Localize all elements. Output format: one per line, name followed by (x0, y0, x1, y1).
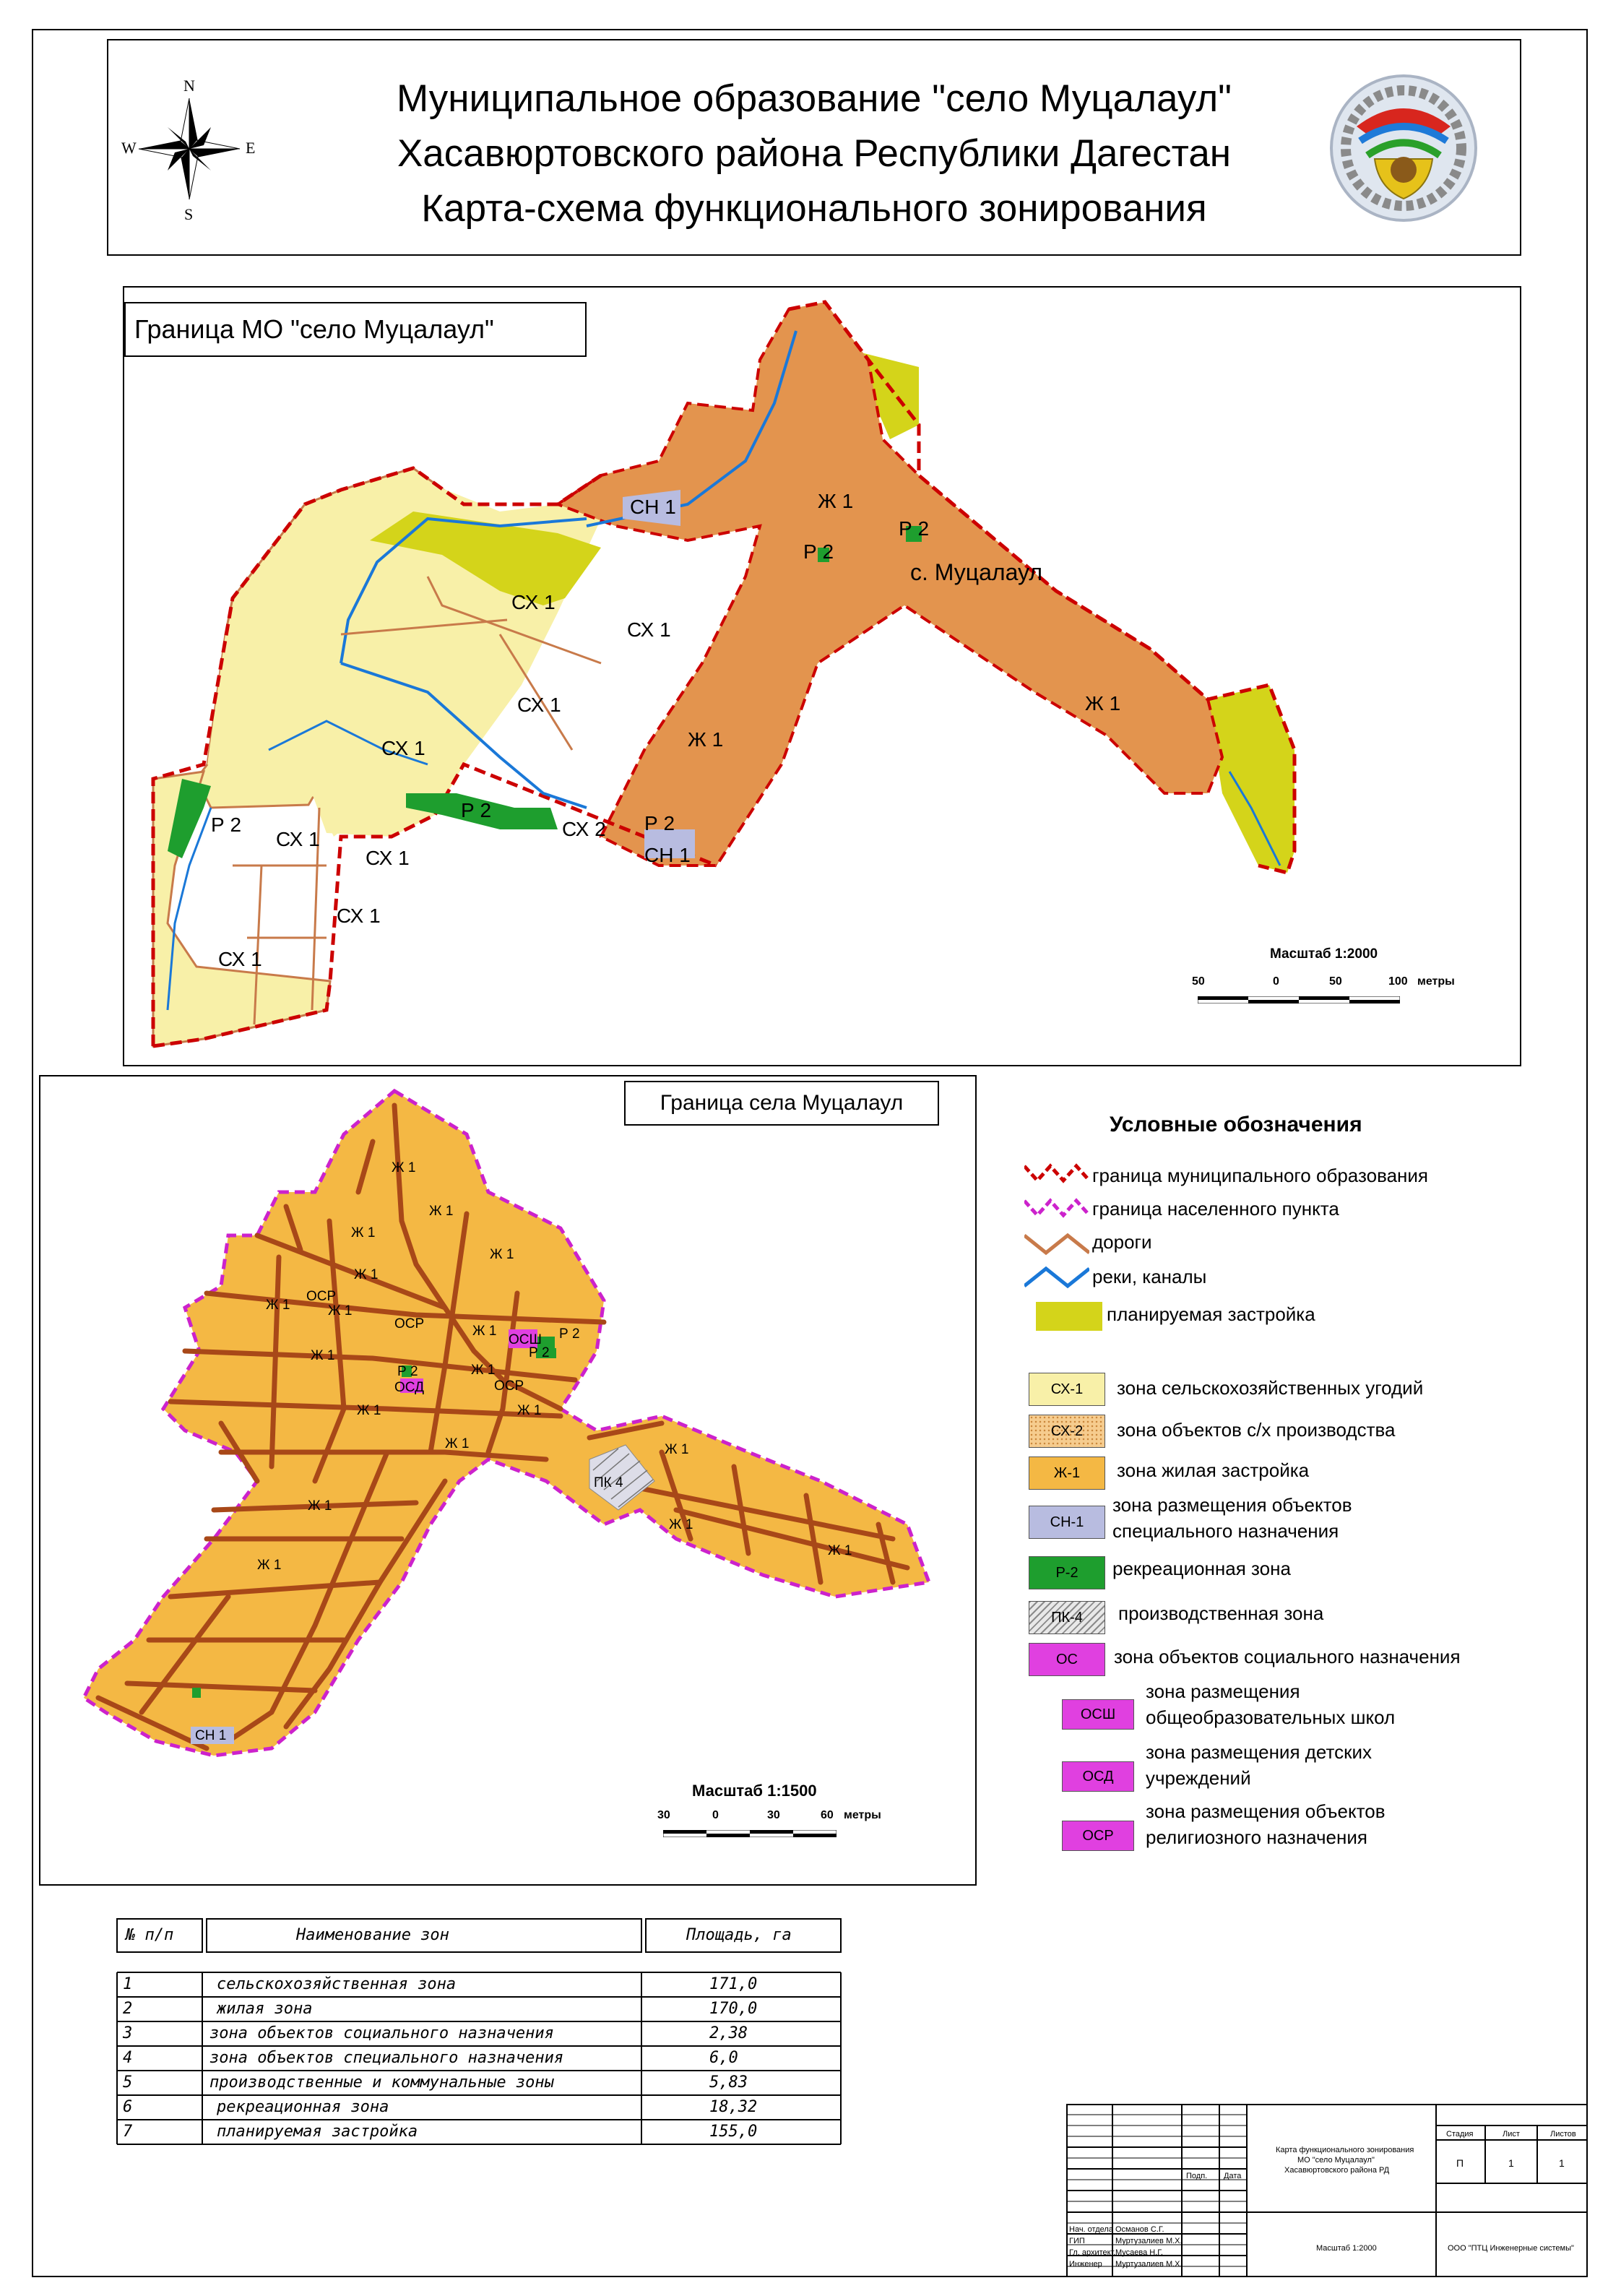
map1-r2-c: Р 2 (644, 812, 675, 834)
legend-line-label-3: реки, каналы (1092, 1266, 1207, 1287)
legend-swatch-osr: ОСР (1062, 1821, 1134, 1851)
map1-scale-bar (1198, 994, 1400, 1001)
legend-line-label-4: планируемая застройка (1107, 1303, 1315, 1325)
area-table-row-2-area: 170,0 (709, 2000, 758, 2018)
legend-zone-label-7-l1: зона размещения (1146, 1680, 1300, 1702)
map2-zh-l: Ж 1 (517, 1403, 542, 1418)
map2-canvas (40, 1076, 978, 1887)
compass-w: W (121, 139, 137, 157)
map2-zh-j: Ж 1 (471, 1363, 496, 1378)
compass-e: E (246, 139, 256, 157)
stamp-sheet: 1 (1508, 2157, 1514, 2169)
legend-swatch-sx1: СХ-1 (1029, 1373, 1105, 1406)
legend-zone-label-3-l2: специального назначения (1112, 1520, 1339, 1542)
stamp-company: ООО "ПТЦ Инженерные системы" (1448, 2244, 1574, 2253)
legend-zone-label-1: зона объектов с/х производства (1117, 1419, 1396, 1441)
legend-zone-prefix-2: зона (1117, 1459, 1162, 1481)
area-table-row-3-name: зона объектов социального назначения (209, 2024, 554, 2042)
map1-r2-a: Р 2 (803, 540, 834, 563)
map1-title-box: Граница МО "село Муцалаул" (124, 302, 587, 357)
area-table-row-4-name: зона объектов специального назначения (209, 2049, 564, 2067)
map2-zh-m: Ж 1 (445, 1436, 470, 1451)
area-table-row-5-name: производственные и коммунальные зоны (209, 2073, 554, 2092)
legend-zone-label-6: зона объектов социального назначения (1114, 1646, 1461, 1667)
map1-scale-unit: метры (1417, 975, 1455, 988)
stamp-person-3-role: Инженер (1069, 2260, 1102, 2269)
map1-sx1-h: СХ 1 (218, 948, 262, 970)
legend-swatch-sn1: СН-1 (1029, 1506, 1105, 1539)
map1-r2-b: Р 2 (899, 517, 930, 540)
stamp-doc-title-l2: МО "село Муцалаул" (1297, 2156, 1375, 2165)
legend-zone-label-2 (1117, 1458, 1309, 1483)
area-table-header-num: № п/п (126, 1926, 174, 1944)
legend-zone-label-9-l2: религиозного назначения (1146, 1826, 1367, 1848)
map2-zh-f: Ж 1 (266, 1298, 290, 1313)
map1-sx1-f: СХ 1 (366, 847, 410, 869)
map2-zh-r: Ж 1 (257, 1558, 282, 1573)
map1-village-label: с. Муцалаул (910, 559, 1042, 585)
area-table-row-7-area: 155,0 (709, 2123, 758, 2141)
map2-scale-tick-0: 30 (657, 1809, 670, 1821)
stamp-person-2-role: Гл. архитект. (1069, 2248, 1116, 2257)
map2-zh-n: Ж 1 (665, 1442, 689, 1457)
map1-sx1-e: СХ 1 (276, 828, 320, 850)
stamp-sheets-header: Листов (1550, 2130, 1576, 2139)
map2-frame (39, 1075, 977, 1886)
compass-s: S (184, 205, 194, 223)
map1-zh1-b: Ж 1 (688, 728, 724, 751)
area-table-row-2-name: жилая зона (217, 2000, 313, 2018)
map2-zh-a: Ж 1 (392, 1160, 416, 1175)
stamp-sheets: 1 (1559, 2157, 1565, 2169)
stamp-person-0-name: Османов С.Г. (1115, 2225, 1164, 2234)
stamp-person-1-name: Муртузалиев М.Х. (1115, 2237, 1183, 2245)
legend-zone-label-9-l1: зона размещения объектов (1146, 1800, 1386, 1822)
map1-sx1-c: СХ 1 (517, 694, 561, 716)
map2-zh-e: Ж 1 (354, 1267, 379, 1282)
map1-scale-title: Масштаб 1:2000 (1270, 946, 1378, 962)
stamp-sign-header: Подп. (1186, 2172, 1208, 2180)
legend-zone-label-5: производственная зона (1118, 1602, 1324, 1624)
area-table-header-name: Наименование зон (296, 1926, 449, 1944)
area-table-row-7-name: планируемая застройка (217, 2123, 418, 2141)
legend-line-mo-boundary (1024, 1160, 1089, 1189)
legend-line-rivers (1024, 1263, 1089, 1292)
legend-swatch-zh1: Ж-1 (1029, 1456, 1105, 1490)
legend-line-label-1: граница населенного пункта (1092, 1198, 1339, 1220)
map1-scale-tick-3: 100 (1388, 975, 1408, 988)
map2-title-box: Граница села Муцалаул (624, 1081, 939, 1126)
map2-osr-a: ОСР (306, 1289, 337, 1304)
map1-zh1-a: Ж 1 (818, 490, 854, 512)
map1-frame (123, 286, 1521, 1066)
map2-sn1: СН 1 (195, 1728, 227, 1743)
map2-scale-bar (663, 1828, 837, 1835)
area-table-row-4-num: 4 (123, 2049, 133, 2067)
map2-zh-i: Ж 1 (311, 1348, 335, 1363)
legend-line-roads (1024, 1230, 1089, 1259)
stamp-person-0-role: Нач. отдела (1069, 2225, 1113, 2234)
area-table-row-2-num: 2 (123, 2000, 133, 2018)
map2-pk4: ПК 4 (594, 1475, 623, 1490)
map2-r2-b: Р 2 (529, 1345, 550, 1360)
map1-sn1-b: СН 1 (644, 844, 691, 866)
map2-osd: ОСД (394, 1380, 424, 1395)
title-line-3: Карта-схема функционального зонирования (421, 187, 1207, 230)
area-table (116, 1917, 845, 2149)
legend-zone-label-8-l2: учреждений (1146, 1767, 1251, 1789)
map1-sx2: СХ 2 (562, 818, 606, 840)
area-table-row-5-area: 5,83 (709, 2073, 748, 2092)
legend-zone-label-0: зона сельскохозяйственных угодий (1117, 1377, 1424, 1399)
area-table-row-6-area: 18,32 (709, 2098, 758, 2116)
stamp-sheet-header: Лист (1503, 2130, 1520, 2139)
map2-scale-unit: метры (844, 1809, 881, 1821)
map2-zh-d: Ж 1 (490, 1247, 514, 1262)
legend-zone-label-8-l1: зона размещения детских (1146, 1741, 1373, 1763)
map2-zh-q: Ж 1 (828, 1543, 852, 1558)
map1-scale-tick-1: 0 (1273, 975, 1279, 988)
stamp-doc-title-l3: Хасавюртовского района РД (1284, 2166, 1390, 2175)
map2-zh-g: Ж 1 (328, 1303, 353, 1319)
map2-osh: ОСШ (509, 1332, 542, 1347)
area-table-row-1-area: 171,0 (709, 1975, 758, 1993)
legend-zone-text-2: жилая застройка (1162, 1459, 1310, 1481)
map1-sx1-g: СХ 1 (337, 905, 381, 927)
map2-scale-tick-2: 30 (767, 1809, 780, 1821)
map2-zh-o: Ж 1 (308, 1498, 332, 1514)
map1-scale-tick-0: 50 (1192, 975, 1205, 988)
legend-zone-label-7-l2: общеобразовательных школ (1146, 1706, 1396, 1728)
map2-scale-tick-3: 60 (821, 1809, 834, 1821)
map2-zh-k: Ж 1 (357, 1403, 381, 1418)
area-table-row-6-num: 6 (123, 2098, 133, 2116)
title-line-2: Хасавюртовского района Республики Дагестан (397, 132, 1232, 175)
map1-sx1-d: СХ 1 (381, 737, 425, 759)
legend-swatch-r2: Р-2 (1029, 1556, 1105, 1589)
map1-scale-tick-2: 50 (1329, 975, 1342, 988)
legend-line-label-0: граница муниципального образования (1092, 1165, 1429, 1186)
map1-r2-d: Р 2 (461, 799, 492, 821)
map1-r2-e: Р 2 (211, 813, 242, 836)
legend-swatch-sx2: СХ-2 (1029, 1415, 1105, 1448)
legend-line-village-boundary (1024, 1195, 1089, 1224)
map2-scale-tick-1: 0 (712, 1809, 719, 1821)
map2-zh-b: Ж 1 (429, 1204, 454, 1219)
legend-line-label-2: дороги (1092, 1231, 1152, 1253)
area-table-row-3-num: 3 (123, 2024, 133, 2042)
legend-swatch-osd: ОСД (1062, 1761, 1134, 1792)
area-table-row-4-area: 6,0 (709, 2049, 738, 2067)
legend (1011, 1113, 1560, 1893)
area-table-row-5-num: 5 (123, 2073, 133, 2092)
map2-osr-c: ОСР (494, 1378, 524, 1394)
compass-n: N (183, 77, 195, 95)
map1-sx1-a: СХ 1 (511, 591, 556, 613)
area-table-row-1-num: 1 (123, 1975, 133, 1993)
map2-zh-c: Ж 1 (351, 1225, 376, 1240)
legend-zone-label-3-l1: зона размещения объектов (1112, 1494, 1352, 1516)
stamp-scale: Масштаб 1:2000 (1316, 2244, 1377, 2253)
stamp-doc-title-l1: Карта функционального зонирования (1276, 2146, 1414, 2154)
map1-sn1-a: СН 1 (630, 496, 676, 518)
map2-zh-p: Ж 1 (669, 1517, 693, 1532)
area-table-header-area: Площадь, га (686, 1926, 792, 1944)
map1-zh1-c: Ж 1 (1085, 692, 1121, 715)
map1-sx1-b: СХ 1 (627, 618, 671, 641)
stamp-stage-header: Стадия (1446, 2130, 1474, 2139)
map2-scale-title: Масштаб 1:1500 (692, 1782, 817, 1800)
legend-swatch-os: ОС (1029, 1643, 1105, 1676)
title-line-1: Муниципальное образование "село Муцалаул" (397, 77, 1232, 120)
stamp-person-3-name: Муртузалиев М.Х. (1115, 2260, 1183, 2269)
area-table-row-1-name: сельскохозяйственная зона (217, 1975, 457, 1993)
area-table-row-7-num: 7 (123, 2123, 133, 2141)
stamp-date-header: Дата (1224, 2172, 1242, 2180)
title-block (1066, 2104, 1588, 2277)
legend-zone-label-4: рекреационная зона (1112, 1558, 1291, 1579)
map2-r2-c: Р 2 (559, 1326, 580, 1342)
legend-swatch-osh: ОСШ (1062, 1699, 1134, 1730)
legend-title: Условные обозначения (1110, 1113, 1362, 1136)
stamp-person-1-role: ГИП (1069, 2237, 1085, 2245)
map2-r2-a: Р 2 (397, 1364, 418, 1379)
emblem-logo (1328, 72, 1479, 224)
area-table-row-3-area: 2,38 (709, 2024, 748, 2042)
map2-zh-h: Ж 1 (472, 1324, 497, 1339)
legend-swatch-pk4: ПК-4 (1029, 1601, 1105, 1634)
area-table-row-6-name: рекреационная зона (217, 2098, 389, 2116)
map2-osr-b: ОСР (394, 1316, 425, 1332)
legend-planned-swatch (1036, 1302, 1102, 1331)
stamp-person-2-name: Мусаева Н.Г. (1115, 2248, 1163, 2257)
header-box (107, 39, 1521, 256)
stamp-stage: П (1456, 2157, 1464, 2169)
